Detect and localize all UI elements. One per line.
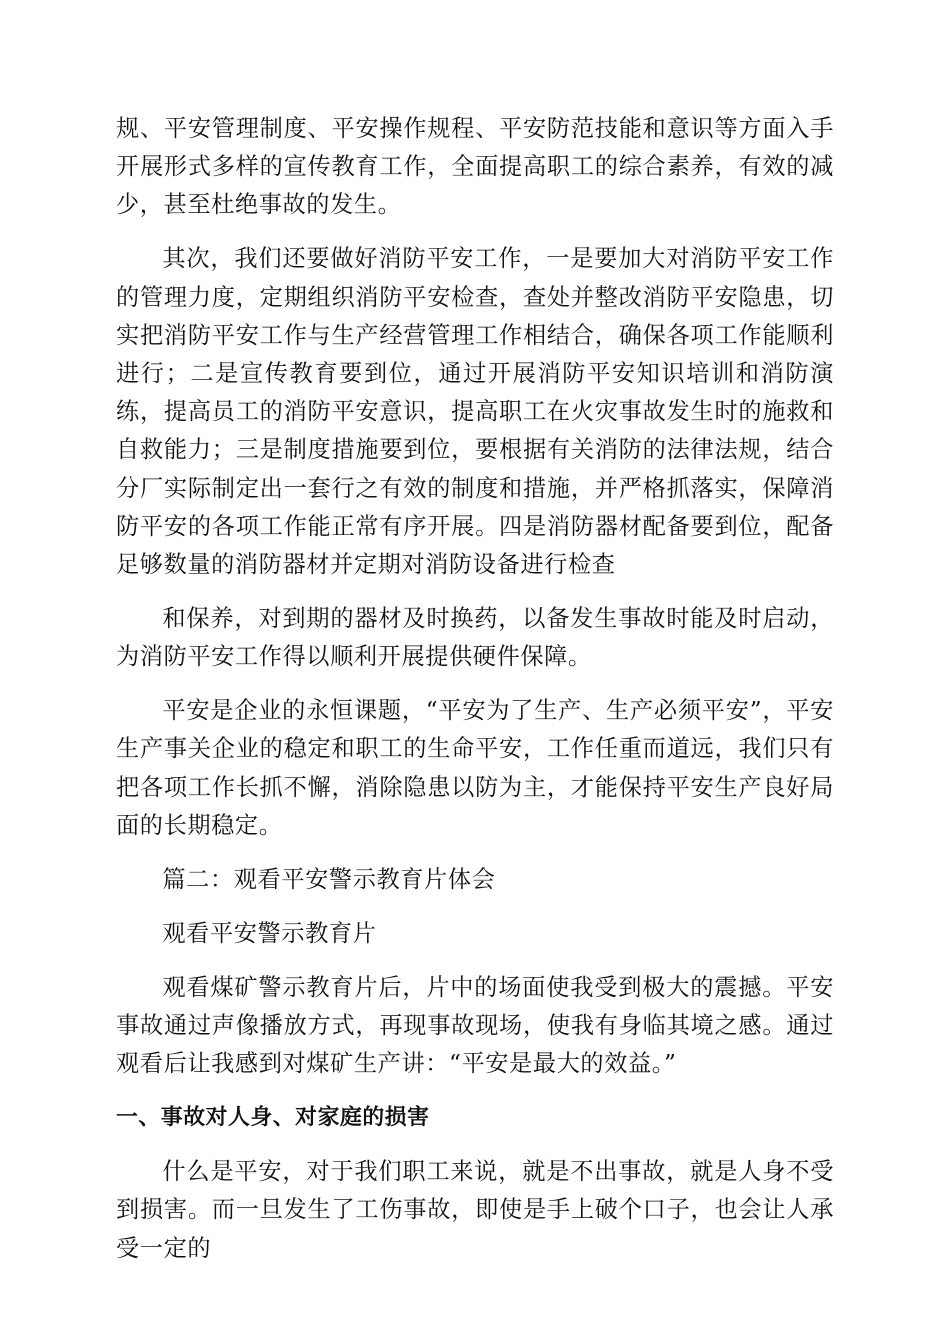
subsection-title: 观看平安警示教育片: [162, 919, 377, 947]
paragraph-video-impression: 观看煤矿警示教育片后，片中的场面使我受到极大的震撼。平安事故通过声像播放方式，再现事故现场，使我有身临其境之感。通过观看后让我感到对煤矿生产讲：“平安是最大的效益。”: [116, 973, 834, 1078]
paragraph-maintenance: 和保养，对到期的器材及时换药，以备发生事故时能及时启动，为消防平安工作得以顺利开展提供硬件保障。: [116, 605, 834, 671]
paragraph-what-is-safety: 什么是平安，对于我们职工来说，就是不出事故，就是人身不受到损害。而一旦发生了工伤事故，即使是手上破个口子，也会让人承受一定的: [116, 1158, 834, 1262]
section-title: 篇二：观看平安警示教育片体会: [162, 865, 496, 893]
document-body: [116, 110, 834, 1284]
paragraph-fire-safety: 其次，我们还要做好消防平安工作，一是要加大对消防平安工作的管理力度，定期组织消防平安检查，查处并整改消防平安隐患，切实把消防平安工作与生产经营管理工作相结合，确保各项工作能顺利进行；二是宣传教育要到位，通过开展消防平安知识培训和消防演练，提高员工的消防平安意识，提高职工在火灾事故发生时的施救和自救能力；三是制度措施要到位，要根据有关消防的法律法规，结合分厂实际制定出一套行之有效的制度和措施，并严格抓落实，保障消防平安的各项工作能正常有序开展。四是消防器材配备要到位，配备足够数量的消防器材并定期对消防设备进行检查: [116, 245, 834, 579]
paragraph-safety-theme: 平安是企业的永恒课题，“平安为了生产、生产必须平安”，平安生产事关企业的稳定和职工的生命平安，工作任重而道远，我们只有把各项工作长抓不懈，消除隐患以防为主，才能保持平安生产良好局面的长期稳定。: [116, 697, 834, 839]
paragraph-continuation: 规、平安管理制度、平安操作规程、平安防范技能和意识等方面入手开展形式多样的宣传教育工作，全面提高职工的综合素养，有效的减少，甚至杜绝事故的发生。: [116, 115, 834, 219]
heading-damage: 一、事故对人身、对家庭的损害: [116, 1105, 430, 1131]
